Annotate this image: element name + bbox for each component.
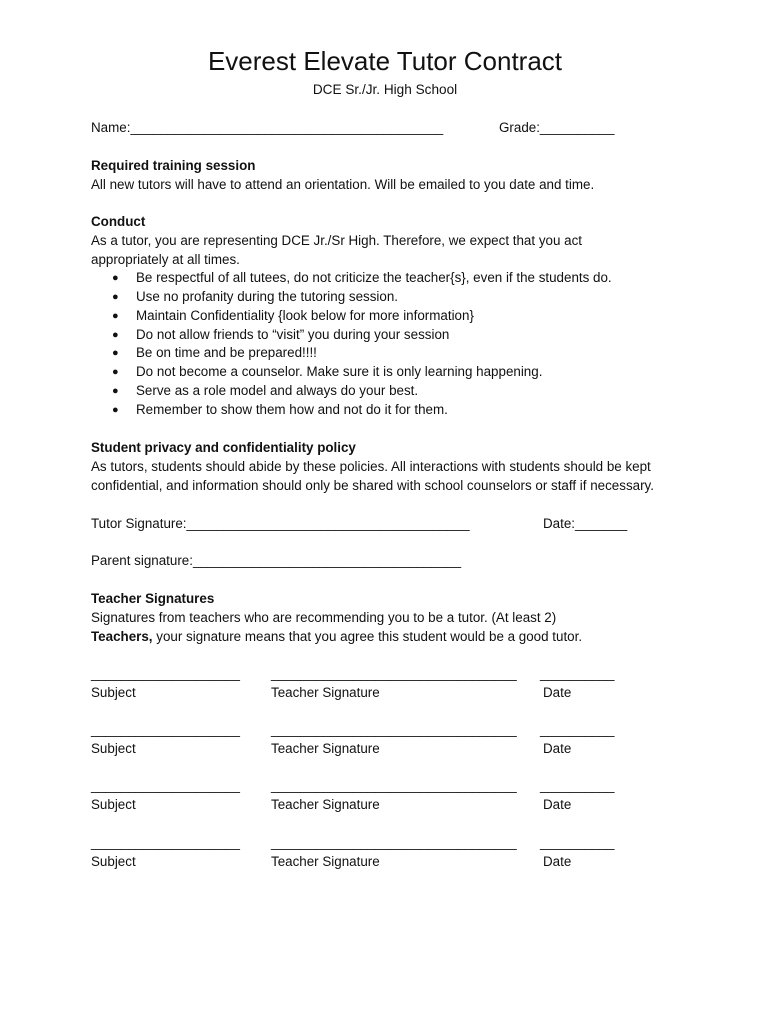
teacher-section-line2: Teachers, your signature means that you agree this student would be a good tutor. xyxy=(91,629,583,644)
list-item: ● Serve as a role model and always do your best. xyxy=(112,382,612,401)
bullet-icon: ● xyxy=(112,347,119,360)
date-label: Date xyxy=(543,797,572,812)
bullet-icon: ● xyxy=(112,328,119,341)
teacher-signature-label: Teacher Signature xyxy=(271,741,380,756)
date-line[interactable]: __________ xyxy=(540,722,615,737)
subject-label: Subject xyxy=(91,685,136,700)
subject-label: Subject xyxy=(91,797,136,812)
teacher-signature-label: Teacher Signature xyxy=(271,797,380,812)
teacher-signature-line[interactable]: _________________________________ xyxy=(271,778,517,793)
teacher-signature-line[interactable]: _________________________________ xyxy=(271,666,517,681)
subject-line[interactable]: ____________________ xyxy=(91,666,240,681)
conduct-heading: Conduct xyxy=(91,214,146,229)
subject-line[interactable]: ____________________ xyxy=(91,835,240,850)
list-item: ● Do not become a counselor. Make sure it is only learning happening. xyxy=(112,363,612,382)
date-line[interactable]: __________ xyxy=(540,835,615,850)
subject-label: Subject xyxy=(91,854,136,869)
privacy-line2: confidential, and information should only be shared with school counselors or staff if necessary. xyxy=(91,478,654,493)
teacher-signatures-heading: Teacher Signatures xyxy=(91,591,215,606)
teacher-section-line1: Signatures from teachers who are recommending you to be a tutor. (At least 2) xyxy=(91,610,557,625)
training-text: All new tutors will have to attend an orientation. Will be emailed to you date and time. xyxy=(91,177,595,192)
bullet-icon: ● xyxy=(112,385,119,398)
school-name: DCE Sr./Jr. High School xyxy=(312,82,458,97)
training-heading: Required training session xyxy=(91,158,256,173)
grade-field[interactable]: Grade:__________ xyxy=(499,120,615,135)
bullet-icon: ● xyxy=(112,366,119,379)
date-line[interactable]: __________ xyxy=(540,778,615,793)
tutor-date-field[interactable]: Date:_______ xyxy=(543,516,628,531)
name-field[interactable]: Name:__________________________________________ xyxy=(91,120,444,135)
teacher-signature-label: Teacher Signature xyxy=(271,854,380,869)
teacher-signature-line[interactable]: _________________________________ xyxy=(271,722,517,737)
teacher-signature-line[interactable]: _________________________________ xyxy=(271,835,517,850)
subject-line[interactable]: ____________________ xyxy=(91,722,240,737)
conduct-intro-line2: appropriately at all times. xyxy=(91,252,240,267)
teacher-signature-label: Teacher Signature xyxy=(271,685,380,700)
list-item: ● Do not allow friends to “visit” you during your session xyxy=(112,326,612,345)
bullet-icon: ● xyxy=(112,290,119,303)
date-label: Date xyxy=(543,685,572,700)
date-label: Date xyxy=(543,741,572,756)
bullet-icon: ● xyxy=(112,403,119,416)
date-line[interactable]: __________ xyxy=(540,666,615,681)
list-item: ● Maintain Confidentiality {look below for more information} xyxy=(112,307,612,326)
bullet-icon: ● xyxy=(112,309,119,322)
list-item: ● Be on time and be prepared!!!! xyxy=(112,344,612,363)
conduct-bullet-list xyxy=(112,269,612,420)
bullet-icon: ● xyxy=(112,272,119,284)
page-title: Everest Elevate Tutor Contract xyxy=(207,46,563,76)
tutor-signature-field[interactable]: Tutor Signature:______________________________________ xyxy=(91,516,470,531)
date-label: Date xyxy=(543,854,572,869)
subject-label: Subject xyxy=(91,741,136,756)
privacy-heading: Student privacy and confidentiality policy xyxy=(91,440,356,455)
conduct-intro-line1: As a tutor, you are representing DCE Jr./Sr High. Therefore, we expect that you act xyxy=(91,233,582,248)
parent-signature-field[interactable]: Parent signature:____________________________________ xyxy=(91,553,462,568)
subject-line[interactable]: ____________________ xyxy=(91,778,240,793)
privacy-line1: As tutors, students should abide by these policies. All interactions with students should be kept xyxy=(91,459,651,474)
list-item: ● Remember to show them how and not do it for them. xyxy=(112,401,612,420)
list-item: ● Be respectful of all tutees, do not criticize the teacher{s}, even if the students do. xyxy=(112,269,612,288)
list-item: ● Use no profanity during the tutoring session. xyxy=(112,288,612,307)
